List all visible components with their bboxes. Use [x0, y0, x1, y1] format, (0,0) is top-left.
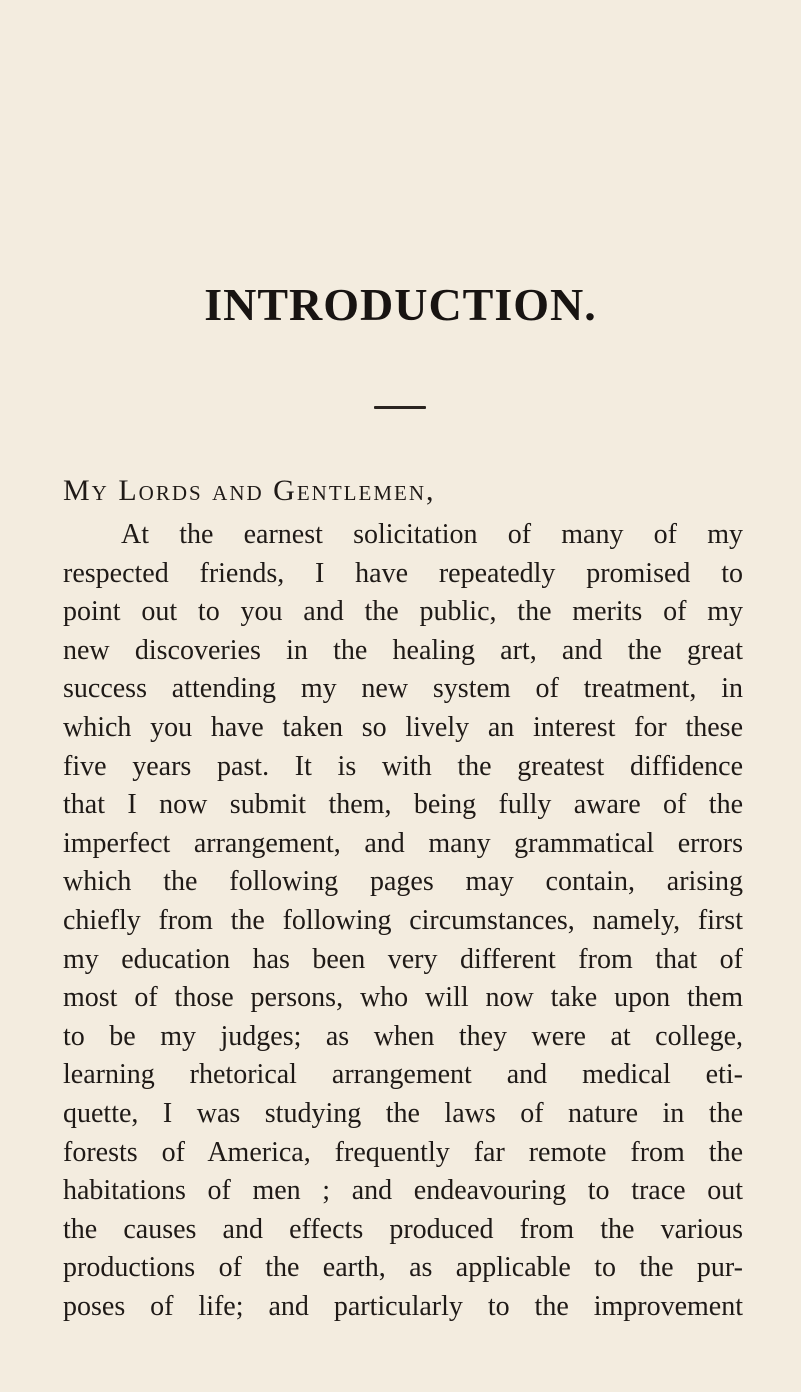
salutation: My Lords and Gentlemen, [63, 474, 436, 507]
text-line: success attending my new system of treatment, in [63, 673, 743, 705]
text-line: five years past. It is with the greatest diffidence [63, 750, 743, 782]
text-line: most of those persons, who will now take upon them [63, 982, 743, 1014]
text-line: forests of America, frequently far remote from the [63, 1136, 743, 1168]
title-rule [374, 406, 426, 409]
text-line: learning rhetorical arrangement and medical eti- [63, 1059, 743, 1091]
text-line: my education has been very different from that of [63, 943, 743, 975]
text-line: At the earnest solicitation of many of my [121, 519, 743, 550]
text-line: poses of life; and particularly to the improvement [63, 1290, 743, 1322]
text-line: quette, I was studying the laws of nature in the [63, 1097, 743, 1129]
text-line: respected friends, I have repeatedly promised to [63, 557, 743, 589]
text-line: new discoveries in the healing art, and the great [63, 634, 743, 666]
text-line: point out to you and the public, the merits of my [63, 596, 743, 628]
text-line: productions of the earth, as applicable to the pur- [63, 1252, 743, 1284]
text-line: to be my judges; as when they were at college, [63, 1020, 743, 1052]
text-line: the causes and effects produced from the various [63, 1213, 743, 1245]
text-line: that I now submit them, being fully aware of the [63, 789, 743, 821]
text-line: which you have taken so lively an interest for these [63, 711, 743, 743]
text-line: imperfect arrangement, and many grammatical errors [63, 827, 743, 859]
text-line: chiefly from the following circumstances, namely, first [63, 904, 743, 936]
page-title: INTRODUCTION. [204, 279, 597, 330]
text-line: which the following pages may contain, arising [63, 866, 743, 898]
text-line: habitations of men ; and endeavouring to trace out [63, 1175, 743, 1207]
body-text [63, 516, 743, 1326]
